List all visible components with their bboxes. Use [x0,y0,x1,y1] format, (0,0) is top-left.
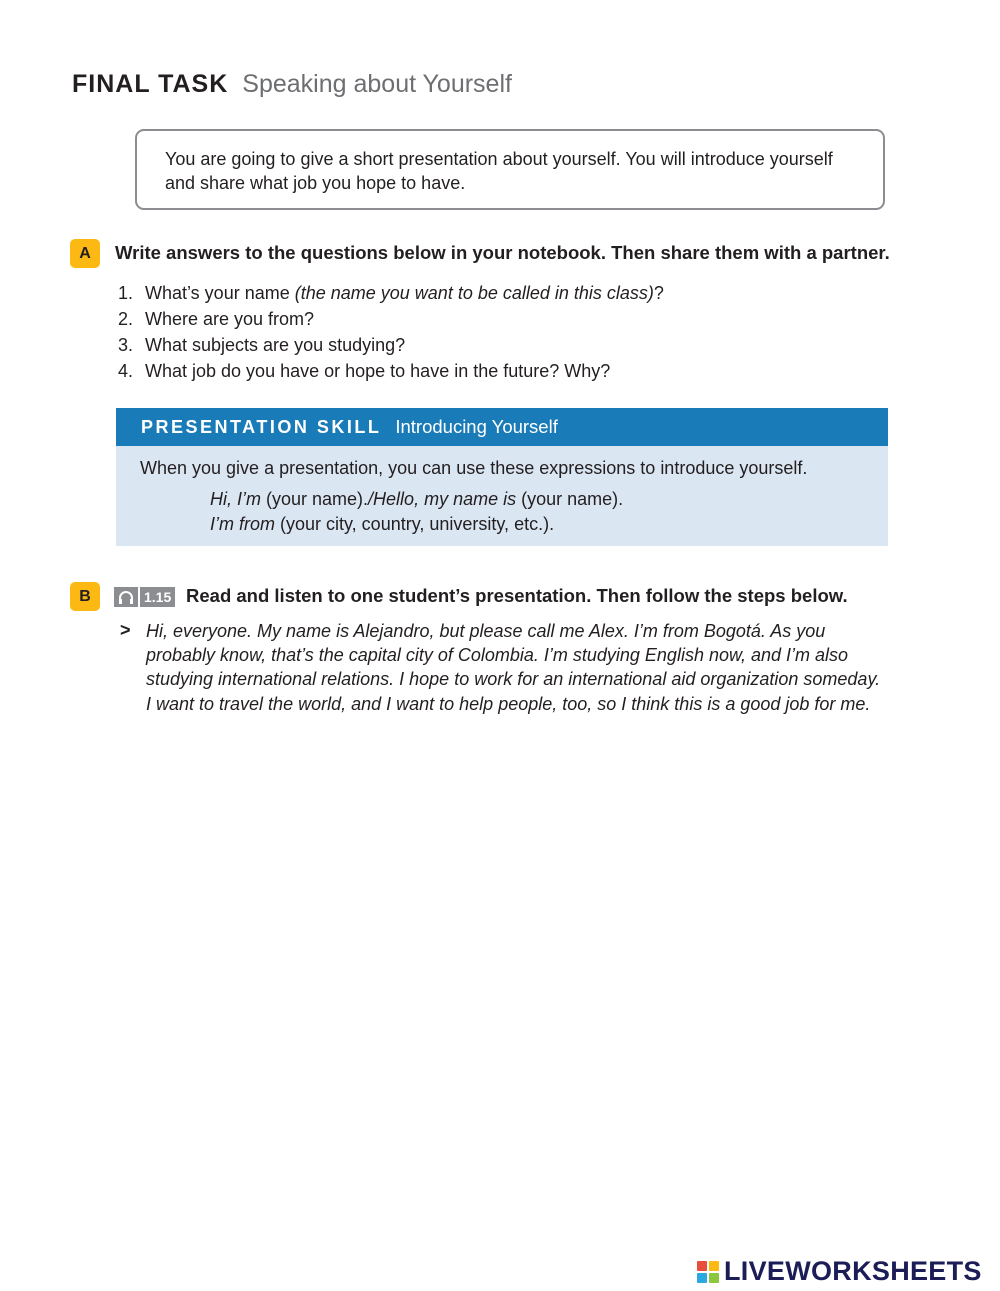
task-description-box: You are going to give a short presentation about yourself. You will introduce yourself and share what job you hope to have. [135,129,885,210]
section-b-instruction: Read and listen to one student’s presentation. Then follow the steps below. [186,585,848,606]
example-line-1: Hi, I’m (your name)./Hello, my name is (your name). [210,489,624,509]
example-line-2: I’m from (your city, country, university, etc.). [210,514,555,534]
section-b-badge: B [70,582,100,611]
question-item: 2. Where are you from? [118,309,315,329]
question-item: 4. What job do you have or hope to have in the future? Why? [118,361,611,381]
section-a-instruction: Write answers to the questions below in your notebook. Then share them with a partner. [115,242,890,263]
section-a-badge: A [70,239,100,268]
skill-title: Introducing Yourself [395,416,558,437]
skill-header [116,408,888,446]
skill-body [116,446,888,537]
skill-examples [210,487,888,537]
skill-intro: When you give a presentation, you can use these expressions to introduce yourself. [140,458,808,478]
question-item: 1. What’s your name (the name you want to be called in this class)? [118,283,664,303]
question-list [118,280,664,384]
logo-text: LIVEWORKSHEETS [724,1256,982,1286]
student-presentation-text: Hi, everyone. My name is Alejandro, but please call me Alex. I’m from Bogotá. As you probably know, that’s the capital city of Colombia. I’m studying English now, and I’m also studying international relations. I hope to work for an international aid organization someday. I want to travel the world, and I want to help people, too, so I think this is a good job for me. [146,621,881,714]
question-item: 3. What subjects are you studying? [118,335,406,355]
headphones-icon [114,587,138,607]
page-heading [72,70,512,99]
page-title: Speaking about Yourself [242,70,512,98]
liveworksheets-logo[interactable] [697,1256,982,1287]
passage-marker-icon: > [120,620,131,640]
final-task-label: FINAL TASK [72,70,229,98]
track-number: 1.15 [140,587,175,607]
presentation-skill-box [116,408,888,546]
logo-mark-icon [697,1261,719,1283]
skill-label: PRESENTATION SKILL [141,416,382,437]
audio-track-tag[interactable] [114,587,175,607]
